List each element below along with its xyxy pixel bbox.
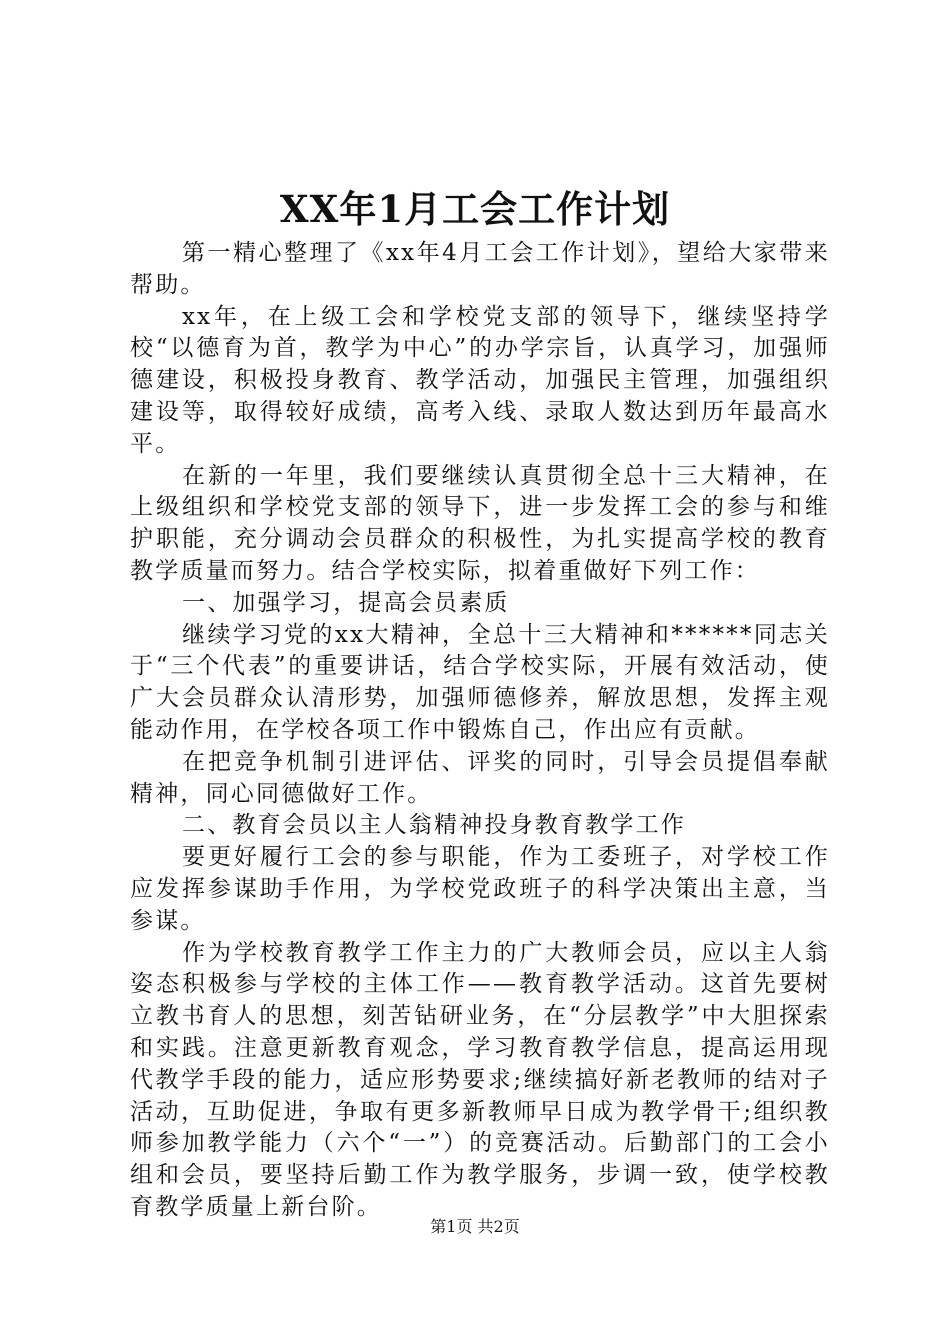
paragraph-participation: 要更好履行工会的参与职能，作为工委班子，对学校工作应发挥参谋助手作用，为学校党政班子的科学决策出主意，当参谋。 <box>130 844 830 934</box>
paragraph-intro: 第一精心整理了《xx年4月工会工作计划》，望给大家带来帮助。 <box>130 240 830 298</box>
page-number: 第1页 <box>430 1217 473 1236</box>
page-total: 共2页 <box>477 1217 520 1236</box>
page-footer <box>0 1216 950 1238</box>
paragraph-teachers: 作为学校教育教学工作主力的广大教师会员，应以主人翁姿态积极参与学校的主体工作——教育教学活动。这首先要树立教书育人的思想，刻苦钻研业务，在“分层教学”中大胆探索和实践。注意更新教育观念，学习教育教学信息，提高运用现代教学手段的能力，适应形势要求;继续搞好新老教师的结对子活动，互助促进，争取有更多新教师早日成为教学骨干;组织教师参加教学能力（六个“一”）的竞赛活动。后勤部门的工会小组和会员，要坚持后勤工作为教学服务，步调一致，使学校教育教学质量上新台阶。 <box>130 939 830 1220</box>
document-title: XX年1月工会工作计划 <box>279 187 671 231</box>
document-body <box>130 238 830 1224</box>
paragraph-review: xx年，在上级工会和学校党支部的领导下，继续坚持学校“以德育为首，教学为中心”的办学宗旨，认真学习，加强师德建设，积极投身教育、教学活动，加强民主管理，加强组织建设等，取得较好成绩，高考入线、录取人数达到历年最高水平。 <box>130 303 830 457</box>
paragraph-study: 继续学习党的xx大精神，全总十三大精神和******同志关于“三个代表”的重要讲话，结合学校实际，开展有效活动，使广大会员群众认清形势，加强师德修养，解放思想，发挥主观能动作用，在学校各项工作中锻炼自己，作出应有贡献。 <box>130 621 830 743</box>
paragraph-competition: 在把竞争机制引进评估、评奖的同时，引导会员提倡奉献精神，同心同德做好工作。 <box>130 748 830 807</box>
section-heading-2: 二、教育会员以主人翁精神投身教育教学工作 <box>182 812 686 839</box>
paragraph-goals: 在新的一年里，我们要继续认真贯彻全总十三大精神，在上级组织和学校党支部的领导下，进一步发挥工会的参与和维护职能，充分调动会员群众的积极性，为扎实提高学校的教育教学质量而努力。结合学校实际，拟着重做好下列工作： <box>130 462 830 584</box>
section-heading-1: 一、加强学习，提高会员素质 <box>182 589 510 616</box>
